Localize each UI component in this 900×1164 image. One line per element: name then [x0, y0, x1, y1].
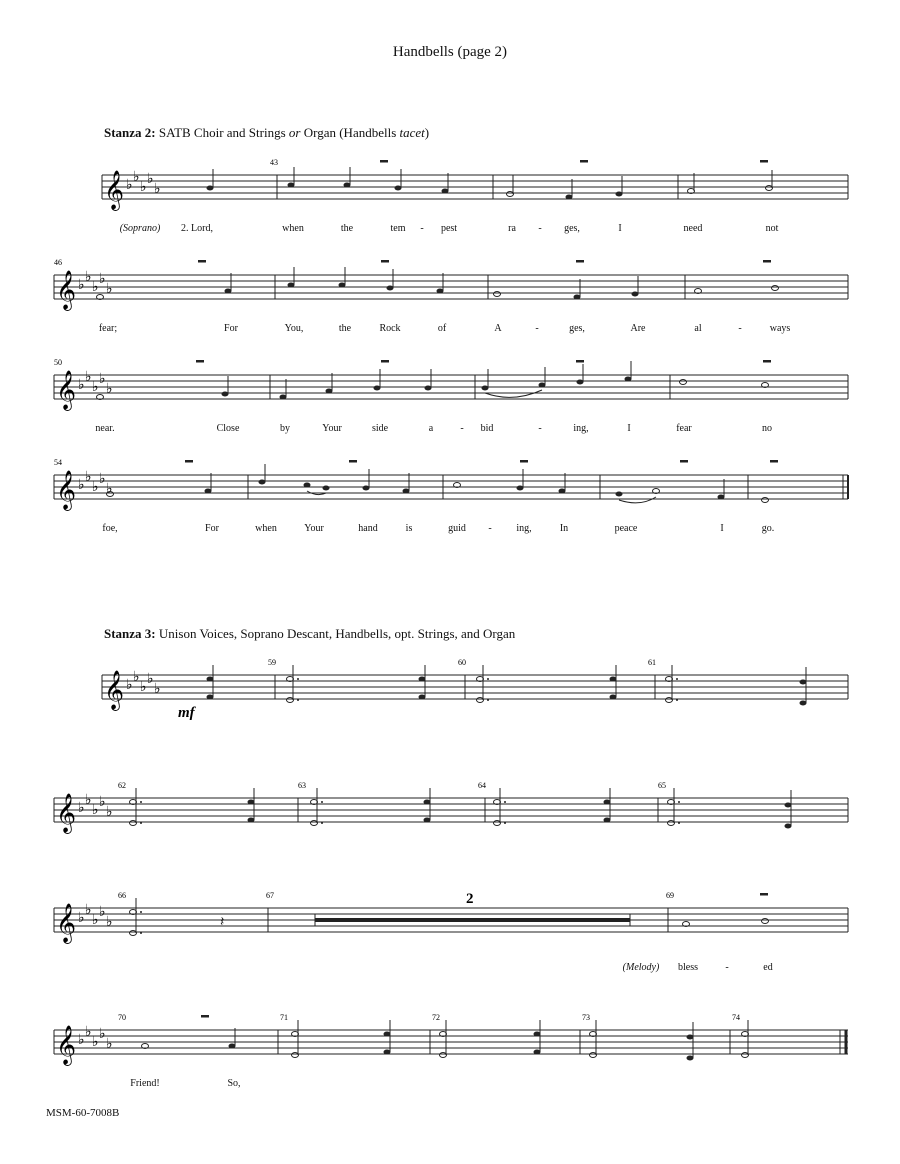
lyric: So, [227, 1078, 241, 1089]
svg-text:♭: ♭ [99, 794, 106, 810]
lyric: Your [304, 523, 324, 534]
lyric: fear [676, 423, 692, 434]
lyric: (Melody) [622, 962, 660, 973]
measure-number: 54 [54, 458, 62, 467]
lyric: A [494, 323, 502, 334]
lyric: by [280, 423, 290, 434]
stanza-3-label: Stanza 3: [104, 626, 156, 641]
lyric: - [460, 423, 464, 434]
notes [97, 260, 779, 300]
key-signature [126, 169, 161, 197]
lyric: - [488, 523, 492, 534]
svg-text:♭: ♭ [85, 369, 92, 385]
lyric: when [282, 223, 304, 234]
lyric: 2. Lord, [181, 223, 213, 234]
lyric: Your [322, 423, 342, 434]
svg-text:♭: ♭ [78, 477, 85, 493]
measure-number: 60 [458, 658, 466, 667]
lyric: the [338, 323, 352, 334]
treble-clef-icon: 𝄞 [56, 470, 77, 510]
music-system-s3-3 [56, 888, 848, 1008]
svg-text:♭: ♭ [85, 792, 92, 808]
measure-number: 43 [270, 158, 278, 167]
measure-number: 61 [648, 658, 656, 667]
stanza-2-desc-or: or [288, 125, 301, 140]
lyric: ges, [564, 223, 580, 234]
svg-text:♭: ♭ [133, 669, 140, 685]
lyric: ing, [516, 523, 532, 534]
lyric: Rock [379, 323, 401, 334]
measure-number: 66 [118, 891, 126, 900]
measure-number: 64 [478, 781, 486, 790]
key-signature [78, 1024, 113, 1052]
lyric: guid [448, 523, 466, 534]
svg-text:♭: ♭ [133, 169, 140, 185]
dynamic-marking: mf [178, 705, 195, 721]
svg-text:♭: ♭ [85, 469, 92, 485]
measure-number: 63 [298, 781, 306, 790]
key-signature [78, 902, 113, 930]
svg-text:♭: ♭ [99, 904, 106, 920]
lyric: no [762, 423, 772, 434]
lyric: Close [216, 423, 240, 434]
lyric: the [340, 223, 354, 234]
lyric: go. [761, 523, 775, 534]
svg-text:♭: ♭ [147, 171, 154, 187]
lyric: For [224, 323, 238, 334]
page-title: Handbells (page 2) [392, 44, 508, 60]
stanza-2-heading [104, 125, 429, 141]
stanza-3-desc: Unison Voices, Soprano Descant, Handbells, opt. Strings, and Organ [158, 626, 516, 641]
measure-number: 59 [268, 658, 276, 667]
measure-number: 62 [118, 781, 126, 790]
svg-text:♭: ♭ [99, 471, 106, 487]
lyric: is [405, 523, 413, 534]
multi-measure-rest [315, 918, 630, 922]
lyric: al [694, 323, 702, 334]
lyric: when [255, 523, 277, 534]
svg-text:♭: ♭ [85, 269, 92, 285]
svg-text:♭: ♭ [106, 804, 113, 820]
multirest-count: 2 [466, 891, 474, 907]
lyric: tem [390, 223, 406, 234]
key-signature [78, 792, 113, 820]
lyric: - [725, 962, 729, 973]
svg-text:♭: ♭ [92, 379, 99, 395]
svg-text:♭: ♭ [92, 912, 99, 928]
staff [56, 778, 848, 848]
lyric: need [683, 223, 703, 234]
measure-number: 65 [658, 781, 666, 790]
lyric: not [765, 223, 779, 234]
notes [207, 160, 773, 200]
svg-text:♭: ♭ [78, 910, 85, 926]
svg-text:♭: ♭ [140, 179, 147, 195]
lyric: In [559, 523, 569, 534]
svg-text:♭: ♭ [92, 802, 99, 818]
lyric: foe, [102, 523, 118, 534]
key-signature [78, 369, 113, 397]
lyric: Are [630, 323, 646, 334]
lyric: hand [358, 523, 378, 534]
lyric: ed [763, 962, 773, 973]
measure-number: 46 [54, 258, 62, 267]
svg-text:♭: ♭ [78, 800, 85, 816]
svg-text:♭: ♭ [99, 271, 106, 287]
measure-number: 72 [432, 1013, 440, 1022]
lyric: - [535, 323, 539, 334]
svg-text:♭: ♭ [85, 1024, 92, 1040]
treble-clef-icon: 𝄞 [104, 170, 125, 210]
measure-number: 71 [280, 1013, 288, 1022]
lyric: peace [614, 523, 638, 534]
svg-text:♭: ♭ [106, 914, 113, 930]
staff [56, 1010, 848, 1080]
lyric: ra [508, 223, 516, 234]
lyric: bless [678, 962, 698, 973]
lyric: ing, [573, 423, 589, 434]
measure-number: 74 [732, 1013, 740, 1022]
lyric: side [371, 423, 389, 434]
svg-text:♭: ♭ [154, 181, 161, 197]
measure-number: 70 [118, 1013, 126, 1022]
lyric: - [538, 423, 542, 434]
stanza-2-desc-tacet: tacet [399, 125, 425, 140]
measure-number: 73 [582, 1013, 590, 1022]
lyric: - [738, 323, 742, 334]
svg-text:♭: ♭ [147, 671, 154, 687]
lyric: (Soprano) [119, 223, 161, 234]
svg-text:♭: ♭ [106, 281, 113, 297]
svg-text:♭: ♭ [78, 277, 85, 293]
stanza-2-desc-b: Organ (Handbells [300, 125, 400, 140]
lyric: of [437, 323, 447, 334]
stanza-2-label: Stanza 2: [104, 125, 156, 140]
lyric: - [420, 223, 424, 234]
stanza-2-desc-c: ) [424, 125, 430, 140]
svg-text:♭: ♭ [106, 1036, 113, 1052]
measure-number: 50 [54, 358, 62, 367]
svg-text:♭: ♭ [99, 371, 106, 387]
lyric: a [428, 423, 434, 434]
svg-text:♭: ♭ [85, 902, 92, 918]
svg-text:♭: ♭ [78, 377, 85, 393]
treble-clef-icon: 𝄞 [56, 793, 77, 833]
key-signature [126, 669, 161, 697]
measure-number: 67 [266, 891, 274, 900]
svg-text:♭: ♭ [126, 177, 133, 193]
staff [54, 455, 848, 515]
staff [100, 155, 848, 215]
lyric: - [538, 223, 542, 234]
measure-number: 69 [666, 891, 674, 900]
lyric: fear; [98, 323, 118, 334]
lyric: I [618, 223, 622, 234]
svg-text:♭: ♭ [140, 679, 147, 695]
catalog-number: MSM-60-7008B [46, 1107, 120, 1119]
music-system-s3-1 [100, 655, 848, 775]
lyric: For [205, 523, 219, 534]
svg-text:♭: ♭ [154, 681, 161, 697]
svg-text:♭: ♭ [106, 381, 113, 397]
svg-text:♭: ♭ [106, 481, 113, 497]
treble-clef-icon: 𝄞 [104, 670, 125, 710]
staff [56, 888, 848, 958]
lyric: You, [284, 323, 304, 334]
stanza-3-heading [104, 626, 515, 642]
lyric: pest [440, 223, 458, 234]
staff [100, 655, 848, 725]
lyric: near. [95, 423, 115, 434]
stanza-2-desc-a: SATB Choir and Strings [158, 125, 289, 140]
lyric: I [720, 523, 724, 534]
svg-text:♭: ♭ [92, 279, 99, 295]
svg-text:♭: ♭ [78, 1032, 85, 1048]
staff [54, 355, 848, 415]
key-signature [78, 269, 113, 297]
music-system-s2-4 [54, 455, 848, 575]
svg-text:𝄽: 𝄽 [220, 914, 225, 930]
svg-text:♭: ♭ [126, 677, 133, 693]
lyric: Friend! [130, 1078, 160, 1089]
lyric: I [627, 423, 631, 434]
treble-clef-icon: 𝄞 [56, 370, 77, 410]
lyric: ges, [569, 323, 585, 334]
lyric: bid [480, 423, 494, 434]
svg-text:♭: ♭ [99, 1026, 106, 1042]
key-signature [78, 469, 113, 497]
music-system-s3-2 [56, 778, 848, 898]
lyric: ways [769, 323, 791, 334]
svg-text:♭: ♭ [92, 1034, 99, 1050]
svg-text:♭: ♭ [92, 479, 99, 495]
treble-clef-icon: 𝄞 [56, 1025, 77, 1065]
treble-clef-icon: 𝄞 [56, 903, 77, 943]
staff [54, 255, 848, 315]
treble-clef-icon: 𝄞 [56, 270, 77, 310]
